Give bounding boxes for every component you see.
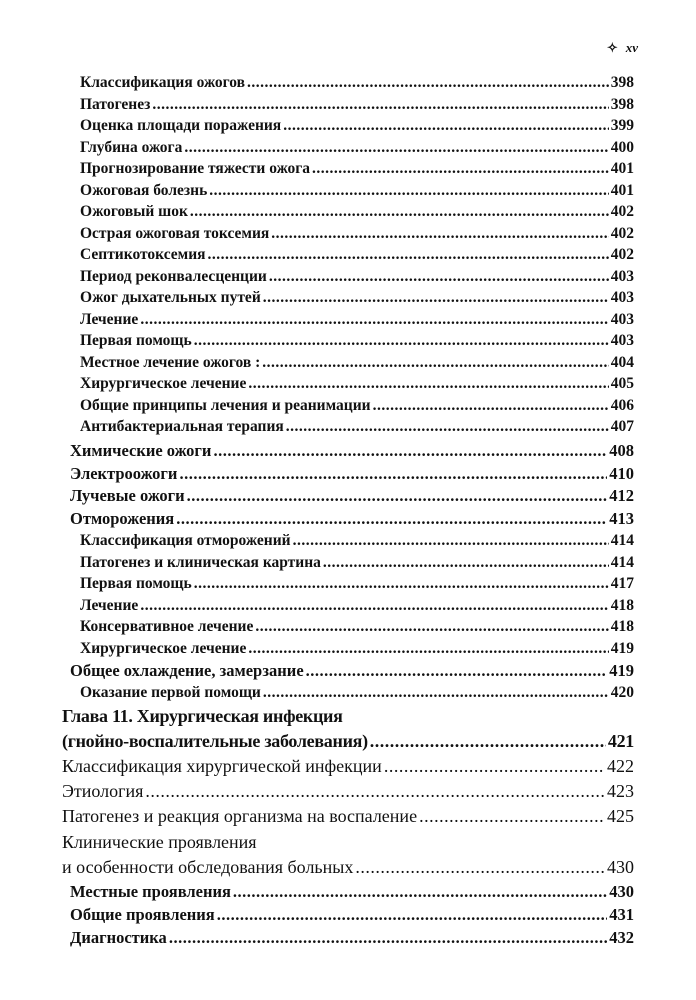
- toc-entry: [80, 160, 634, 178]
- toc-entry-page: 418: [610, 596, 634, 614]
- toc-entry-title: Хирургическое лечение: [80, 639, 247, 657]
- leader-dots: [145, 781, 605, 802]
- toc-entry-page: 414: [610, 553, 634, 571]
- toc-entry: [62, 781, 634, 802]
- toc-entry: [70, 486, 634, 506]
- toc-entry: [80, 246, 634, 264]
- toc-entry-page: 418: [610, 618, 634, 635]
- toc-entry-title: Этиология: [62, 781, 144, 801]
- toc-entry: [80, 332, 634, 350]
- toc-entry-title: Глубина ожога: [80, 138, 183, 156]
- toc-entry: [62, 806, 634, 827]
- toc-entry: [80, 640, 634, 658]
- toc-entry-title: Патогенез и реакция организма на воспаление: [62, 806, 418, 826]
- toc-entry-page: 412: [609, 486, 634, 505]
- toc-entry-title: Классификация хирургической инфекции: [62, 756, 382, 776]
- toc-entry: [80, 203, 634, 221]
- toc-entry: [80, 554, 634, 572]
- toc-entry: [80, 225, 634, 243]
- toc-entry-page: 419: [609, 661, 634, 680]
- toc-entry-title: Общие принципы лечения и реанимации: [80, 396, 371, 414]
- leader-dots: [248, 375, 608, 393]
- toc-entry-page: 401: [610, 160, 634, 177]
- toc-entry-page: 406: [610, 396, 634, 414]
- leader-dots: [213, 441, 607, 461]
- toc-entry-title: Ожоговый шок: [80, 203, 188, 220]
- toc-entry: [62, 857, 634, 878]
- toc-entry-title: Консервативное лечение: [80, 618, 254, 635]
- ornament-icon: ✧: [606, 40, 618, 55]
- leader-dots: [194, 332, 609, 350]
- toc-entry-page: 430: [609, 882, 634, 901]
- leader-dots: [248, 640, 608, 658]
- toc-entry-title: Электроожоги: [70, 463, 178, 483]
- toc-entry-title: Местные проявления: [70, 882, 231, 901]
- toc-entry-page: 402: [610, 203, 634, 220]
- toc-entry: [80, 139, 634, 157]
- toc-entry: [80, 182, 634, 200]
- leader-dots: [194, 575, 609, 593]
- section-heading: Клинические проявления: [62, 832, 257, 852]
- toc-entry: [62, 731, 634, 752]
- leader-dots: [419, 806, 605, 827]
- toc-entry-title: Ожог дыхательных путей: [80, 289, 261, 306]
- leader-dots: [373, 397, 609, 415]
- toc-entry-page: 403: [610, 289, 634, 306]
- toc-entry: [80, 289, 634, 307]
- toc-entry: [70, 882, 634, 902]
- leader-dots: [169, 928, 607, 948]
- toc-entry-title: (гнойно-воспалительные заболевания): [62, 731, 368, 751]
- toc-entry-title: и особенности обследования больных: [62, 857, 354, 877]
- toc-entry-page: 408: [609, 441, 634, 460]
- toc-entry-page: 425: [607, 806, 634, 826]
- toc-entry: [80, 117, 634, 135]
- toc-entry-page: 431: [609, 905, 634, 924]
- toc-entry-page: 414: [610, 532, 634, 549]
- leader-dots: [217, 905, 608, 925]
- leader-dots: [140, 597, 608, 615]
- toc-entry: [80, 375, 634, 393]
- toc-entry: [80, 418, 634, 436]
- toc-entry-page: 405: [610, 375, 634, 392]
- page-header: [607, 40, 638, 56]
- toc-entry-page: 413: [609, 508, 634, 528]
- toc-entry-title: Лечение: [80, 596, 139, 614]
- toc-entry-title: Оценка площади поражения: [80, 117, 282, 134]
- leader-dots: [208, 246, 609, 264]
- toc-entry: [70, 464, 634, 484]
- toc-entry: [70, 661, 634, 681]
- toc-entry-page: 430: [607, 857, 634, 877]
- toc-entry-page: 403: [610, 267, 634, 285]
- toc-entry-page: 400: [610, 138, 634, 156]
- toc-entry-title: Оказание первой помощи: [80, 683, 261, 701]
- leader-dots: [187, 486, 608, 506]
- toc-entry-page: 422: [607, 756, 634, 776]
- toc-entry: [80, 397, 634, 415]
- toc-entry-page: 402: [610, 246, 634, 263]
- toc-entry: [70, 441, 634, 461]
- toc-entry: [80, 311, 634, 329]
- leader-dots: [269, 268, 609, 286]
- toc-entry-page: 399: [610, 117, 634, 134]
- toc-entry-title: Классификация отморожений: [80, 532, 291, 549]
- toc-entry: [80, 618, 634, 636]
- toc-entry-page: 401: [610, 181, 634, 199]
- toc-entry-title: Лучевые ожоги: [70, 486, 185, 505]
- leader-dots: [384, 756, 605, 777]
- toc-entry: [70, 905, 634, 925]
- toc-entry-page: 403: [610, 332, 634, 349]
- leader-dots: [271, 225, 608, 243]
- leader-dots: [283, 117, 609, 135]
- toc-entry-title: Общее охлаждение, замерзание: [70, 661, 304, 680]
- chapter-heading: Глава 11. Хирургическая инфекция: [62, 706, 343, 726]
- toc-entry-title: Классификация ожогов: [80, 74, 245, 91]
- leader-dots: [255, 618, 608, 636]
- leader-dots: [152, 96, 608, 114]
- toc-entry-page: 417: [610, 575, 634, 592]
- toc-entry-title: Антибактериальная терапия: [80, 418, 284, 435]
- toc-entry-title: Местное лечение ожогов :: [80, 353, 261, 371]
- toc-entry-page: 398: [610, 95, 634, 113]
- toc-entry-page: 423: [607, 781, 634, 801]
- toc-entry-page: 421: [607, 731, 634, 751]
- toc-entry-page: 403: [610, 310, 634, 328]
- toc-entry: [70, 509, 634, 529]
- toc-entry-title: Лечение: [80, 310, 139, 328]
- leader-dots: [233, 882, 607, 902]
- toc-entry-title: Первая помощь: [80, 332, 192, 349]
- leader-dots: [286, 418, 609, 436]
- leader-dots: [370, 731, 606, 752]
- leader-dots: [262, 354, 609, 372]
- toc-entry: [80, 575, 634, 593]
- leader-dots: [263, 289, 609, 307]
- leader-dots: [247, 74, 609, 92]
- toc-entry-title: Ожоговая болезнь: [80, 181, 208, 199]
- toc-entry-title: Патогенез и клиническая картина: [80, 553, 321, 571]
- leader-dots: [209, 182, 608, 200]
- toc-entry: [80, 684, 634, 702]
- toc-entry-title: Химические ожоги: [70, 441, 212, 460]
- toc-entry-title: Общие проявления: [70, 905, 215, 924]
- toc-entry-title: Септикотоксемия: [80, 246, 206, 263]
- leader-dots: [140, 311, 608, 329]
- leader-dots: [323, 554, 609, 572]
- leader-dots: [263, 684, 609, 702]
- toc-entry-title: Прогнозирование тяжести ожога: [80, 160, 310, 177]
- toc-entry: [80, 268, 634, 286]
- page-number: xv: [625, 40, 638, 55]
- toc-entry: [70, 928, 634, 948]
- leader-dots: [293, 532, 609, 550]
- toc-entry-page: 402: [610, 224, 634, 242]
- leader-dots: [312, 160, 609, 178]
- toc-entry-page: 398: [610, 74, 634, 91]
- toc-entry-page: 432: [609, 928, 634, 947]
- toc-entry-title: Первая помощь: [80, 575, 192, 592]
- toc-entry-title: Острая ожоговая токсемия: [80, 224, 270, 242]
- toc-entry-title: Период реконвалесценции: [80, 267, 267, 285]
- toc-entry: [80, 532, 634, 550]
- toc-entry-page: 420: [610, 683, 634, 701]
- toc-entry: [80, 597, 634, 615]
- toc-entry-title: Патогенез: [80, 95, 151, 113]
- toc-entry-page: 419: [610, 639, 634, 657]
- toc-entry: [80, 74, 634, 92]
- leader-dots: [190, 203, 609, 221]
- toc-entry-title: Хирургическое лечение: [80, 375, 247, 392]
- toc-entry-page: 404: [610, 353, 634, 371]
- toc-entry-title: Отморожения: [70, 508, 175, 528]
- leader-dots: [179, 464, 607, 484]
- toc-entry: [80, 96, 634, 114]
- toc-entry: [62, 756, 634, 777]
- leader-dots: [306, 661, 608, 681]
- toc-entry-page: 410: [609, 463, 634, 483]
- toc-entry-title: Диагностика: [70, 928, 167, 947]
- leader-dots: [176, 509, 607, 529]
- toc-entry: [80, 354, 634, 372]
- leader-dots: [355, 857, 605, 878]
- leader-dots: [184, 139, 608, 157]
- toc-entry-page: 407: [610, 418, 634, 435]
